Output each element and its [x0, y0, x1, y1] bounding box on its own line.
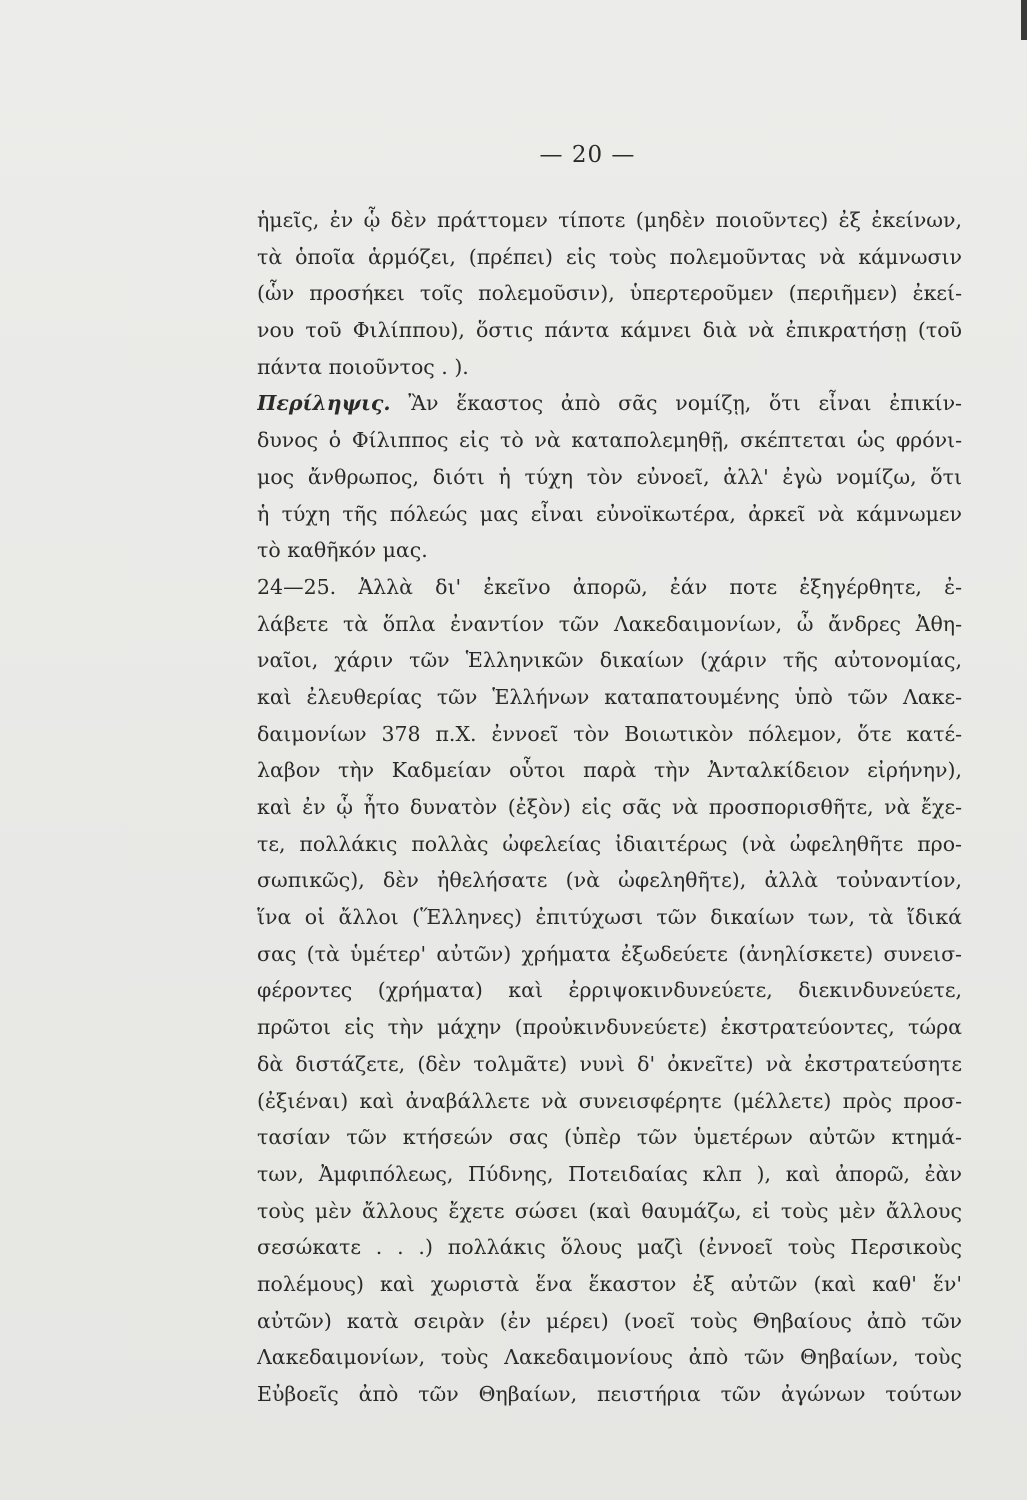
text-line: καὶ ἐλευθερίας τῶν Ἑλλήνων καταπατουμένης ὑπὸ τῶν Λακε- — [257, 684, 962, 709]
text-line: τὰ ὁποῖα ἁρμόζει, (πρέπει) εἰς τοὺς πολεμοῦντας νὰ κάμνωσιν — [257, 244, 962, 269]
text-line: ἡμεῖς, ἐν ᾧ δὲν πράττομεν τίποτε (μηδὲν ποιοῦντες) ἐξ ἐκείνων, — [257, 208, 962, 232]
text-line: πάντα ποιοῦντος . ). — [257, 354, 469, 379]
text-line: (ἐξιέναι) καὶ ἀναβάλλετε νὰ συνεισφέρητε (μέλλετε) πρὸς προσ- — [257, 1088, 962, 1113]
text-line: δυνος ὁ Φίλιππος εἰς τὸ νὰ καταπολεμηθῇ, σκέπτεται ὡς φρόνι- — [257, 428, 962, 453]
section-first-line: 24—25. Ἀλλὰ δι' ἐκεῖνο ἀπορῶ, ἐάν ποτε ἐξηγέρθητε, ἐ- — [257, 574, 962, 599]
summary-intro-text: Ἂν ἕκαστος ἀπὸ σᾶς νομίζῃ, ὅτι εἶναι ἐπικίν- — [408, 391, 962, 416]
text-line: των, Ἀμφιπόλεως, Πύδνης, Ποτειδαίας κλπ ), καὶ ἀπορῶ, ἐὰν — [257, 1161, 962, 1186]
text-line: Λακεδαιμονίων, τοὺς Λακεδαιμονίους ἀπὸ τῶν Θηβαίων, τοὺς — [257, 1345, 962, 1370]
text-line: αὐτῶν) κατὰ σειρὰν (ἐν μέρει) (νοεῖ τοὺς Θηβαίους ἀπὸ τῶν — [257, 1308, 962, 1333]
body-text — [257, 202, 962, 1413]
text-line: λάβετε τὰ ὅπλα ἐναντίον τῶν Λακεδαιμονίων, ὦ ἄνδρες Ἀθη- — [257, 611, 962, 636]
text-line: ἡ τύχη τῆς πόλεώς μας εἶναι εὐνοϊκωτέρα, ἀρκεῖ νὰ κάμνωμεν — [257, 501, 962, 526]
text-line: τὸ καθῆκόν μας. — [257, 538, 428, 563]
text-line: λαβον τὴν Καδμείαν οὗτοι παρὰ τὴν Ἀνταλκίδειον εἰρήνην), — [257, 758, 962, 783]
text-line: ἵνα οἱ ἄλλοι (Ἕλληνες) ἐπιτύχωσι τῶν δικαίων των, τὰ ἴδικά — [257, 905, 962, 930]
text-line: δαιμονίων 378 π.Χ. ἐννοεῖ τὸν Βοιωτικὸν πόλεμον, ὅτε κατέ- — [257, 721, 962, 746]
text-line: πολέμους) καὶ χωριστὰ ἕνα ἕκαστον ἐξ αὐτῶν (καὶ καθ' ἕν' — [257, 1271, 962, 1296]
text-line: σας (τὰ ὑμέτερ' αὐτῶν) χρήματα ἐξωδεύετε (ἀνηλίσκετε) συνεισ- — [257, 941, 962, 966]
text-line: δὰ διστάζετε, (δὲν τολμᾶτε) νυνὶ δ' ὀκνεῖτε) νὰ ἐκστρατεύσητε — [257, 1051, 962, 1076]
text-line: τοὺς μὲν ἄλλους ἔχετε σώσει (καὶ θαυμάζω, εἰ τοὺς μὲν ἄλλους — [257, 1198, 962, 1223]
summary-first-line — [257, 385, 962, 422]
page-edge-mark — [1021, 0, 1027, 40]
text-line: τασίαν τῶν κτήσεών σας (ὑπὲρ τῶν ὑμετέρων αὐτῶν κτημά- — [257, 1125, 962, 1150]
text-line: καὶ ἐν ᾧ ἦτο δυνατὸν (ἐξὸν) εἰς σᾶς νὰ προσπορισθῆτε, νὰ ἔχε- — [257, 795, 962, 819]
summary-heading: Περίληψις. — [257, 391, 391, 416]
text-line: σωπικῶς), δὲν ἠθελήσατε (νὰ ὠφεληθῆτε), ἀλλὰ τοὐναντίον, — [257, 868, 962, 893]
text-line: φέροντες (χρήματα) καὶ ἐρριψοκινδυνεύετε, διεκινδυνεύετε, — [257, 978, 962, 1003]
page-number: — 20 — — [539, 142, 636, 168]
text-line: μος ἄνθρωπος, διότι ἡ τύχη τὸν εὐνοεῖ, ἀλλ' ἐγὼ νομίζω, ὅτι — [257, 464, 962, 489]
text-line: σεσώκατε . . .) πολλάκις ὅλους μαζὶ (ἐννοεῖ τοὺς Περσικοὺς — [257, 1235, 962, 1260]
text-line: τε, πολλάκις πολλὰς ὠφελείας ἰδιαιτέρως (νὰ ὠφεληθῆτε προ- — [257, 831, 962, 856]
text-line: ναῖοι, χάριν τῶν Ἑλληνικῶν δικαίων (χάριν τῆς αὐτονομίας, — [257, 648, 962, 673]
text-line: πρῶτοι εἰς τὴν μάχην (προὐκινδυνεύετε) ἐκστρατεύοντες, τώρα — [257, 1015, 962, 1040]
text-line: Εὐβοεῖς ἀπὸ τῶν Θηβαίων, πειστήρια τῶν ἀγώνων τούτων — [257, 1382, 962, 1406]
text-line: (ὧν προσήκει τοῖς πολεμοῦσιν), ὑπερτεροῦμεν (περιῆμεν) ἐκεί- — [257, 281, 962, 306]
text-line: νου τοῦ Φιλίππου), ὅστις πάντα κάμνει διὰ νὰ ἐπικρατήσῃ (τοῦ — [257, 318, 962, 343]
